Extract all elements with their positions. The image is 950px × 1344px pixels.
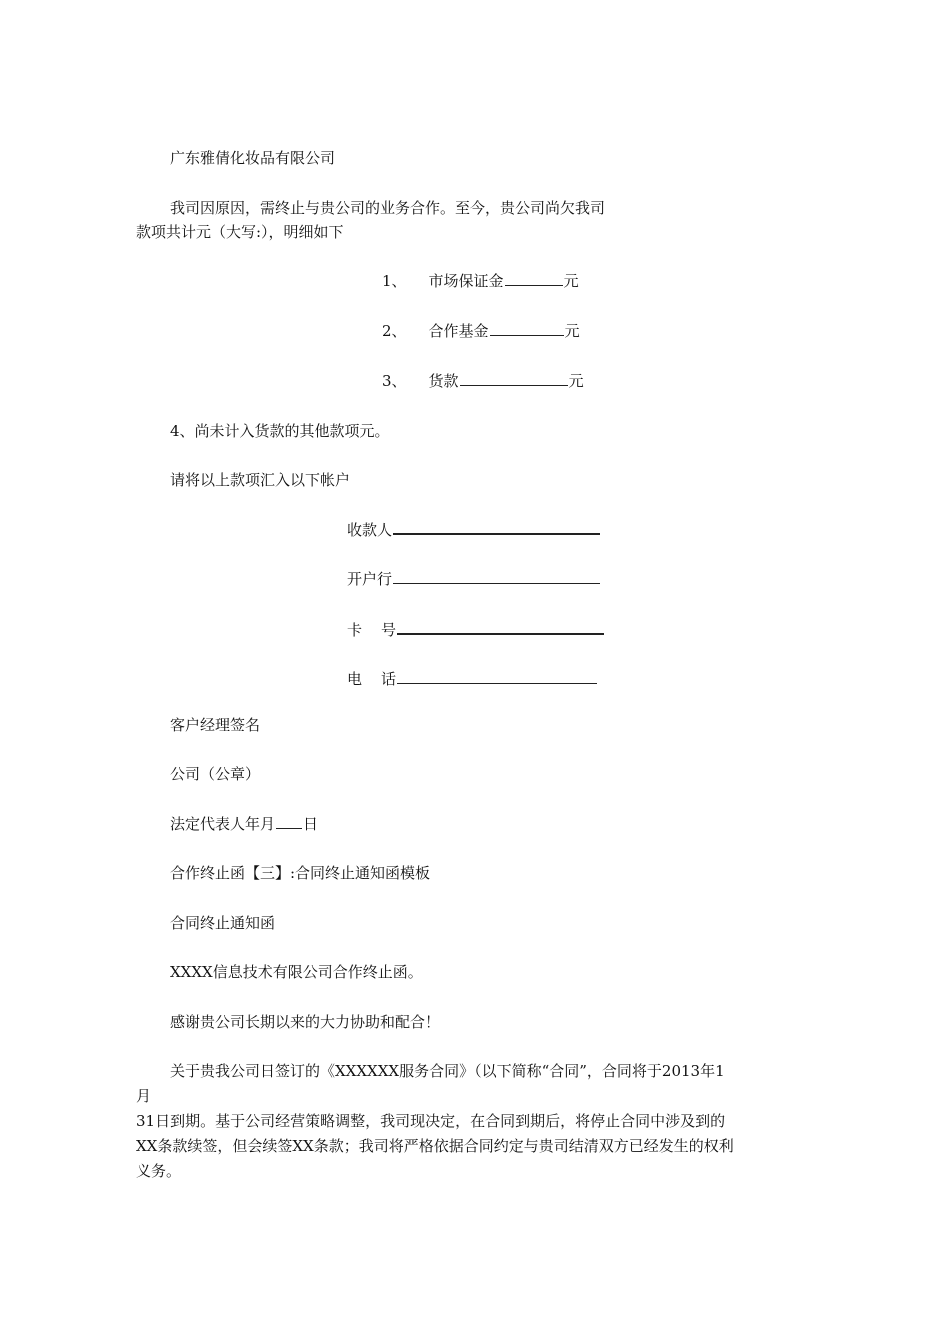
manager-signature-line: 客户经理签名 (170, 716, 261, 734)
item-number: 1、 (382, 272, 407, 290)
body-line-2: 款项共计元（大写:），明细如下 (136, 223, 344, 241)
day-label: 日 (303, 815, 319, 833)
bank-label: 开户行 (347, 570, 393, 588)
item-unit: 元 (568, 372, 584, 390)
paragraph-line-5: 义务。 (136, 1162, 182, 1180)
phone-blank (397, 669, 597, 684)
item-unit: 元 (563, 272, 579, 290)
item-label: 货款 (428, 372, 459, 390)
notice-title: 合同终止通知函 (170, 914, 276, 932)
thanks-line: 感谢贵公司长期以来的大力协助和配合！ (170, 1013, 441, 1031)
legal-rep-label: 法定代表人年月 (170, 815, 276, 833)
payee-field (347, 519, 601, 540)
card-label-b: 号 (381, 621, 397, 639)
item-4-line: 4、尚未计入货款的其他款项元。 (170, 422, 390, 440)
section-heading: 合作终止函【三】:合同终止通知函模板 (170, 864, 431, 882)
paragraph-line-4: XX条款续签，但会续签XX条款；我司将严格依据合同约定与贵司结清双方已经发生的权利 (136, 1137, 734, 1155)
card-label-a: 卡 (347, 621, 363, 639)
item-label: 市场保证金 (428, 272, 504, 290)
blank-underline (460, 371, 568, 386)
payee-blank (393, 519, 600, 535)
card-blank (397, 619, 604, 635)
card-field (347, 619, 605, 640)
item-unit: 元 (564, 322, 580, 340)
phone-label-a: 电 (347, 670, 363, 688)
company-seal-line: 公司（公章） (170, 765, 261, 783)
item-row-2 (382, 321, 580, 341)
recipient-line: 广东雅倩化妆品有限公司 (170, 149, 336, 167)
body-line-1: 我司因原因，需终止与贵公司的业务合作。至今，贵公司尚欠我司 (170, 199, 606, 217)
payee-label: 收款人 (347, 521, 393, 539)
item-number: 3、 (382, 372, 407, 390)
phone-field (347, 669, 598, 689)
paragraph-line-2: 月 (136, 1087, 152, 1105)
remit-instruction: 请将以上款项汇入以下帐户 (170, 471, 351, 489)
blank-underline (505, 271, 563, 286)
bank-blank (393, 569, 600, 584)
phone-label-b: 话 (381, 670, 397, 688)
blank-underline (490, 321, 564, 336)
legal-rep-line (170, 814, 318, 834)
bank-field (347, 569, 601, 589)
item-row-1 (382, 271, 579, 291)
company-line: XXXX信息技术有限公司合作终止函。 (170, 963, 423, 981)
paragraph-line-3: 31日到期。基于公司经营策略调整，我司现决定，在合同到期后，将停止合同中涉及到的 (136, 1112, 726, 1130)
item-number: 2、 (382, 322, 407, 340)
item-label: 合作基金 (428, 322, 489, 340)
item-row-3 (382, 371, 584, 391)
day-blank (276, 814, 302, 829)
paragraph-line-1: 关于贵我公司日签订的《XXXXXX服务合同》（以下简称“合同”，合同将于2013年1 (170, 1062, 725, 1080)
